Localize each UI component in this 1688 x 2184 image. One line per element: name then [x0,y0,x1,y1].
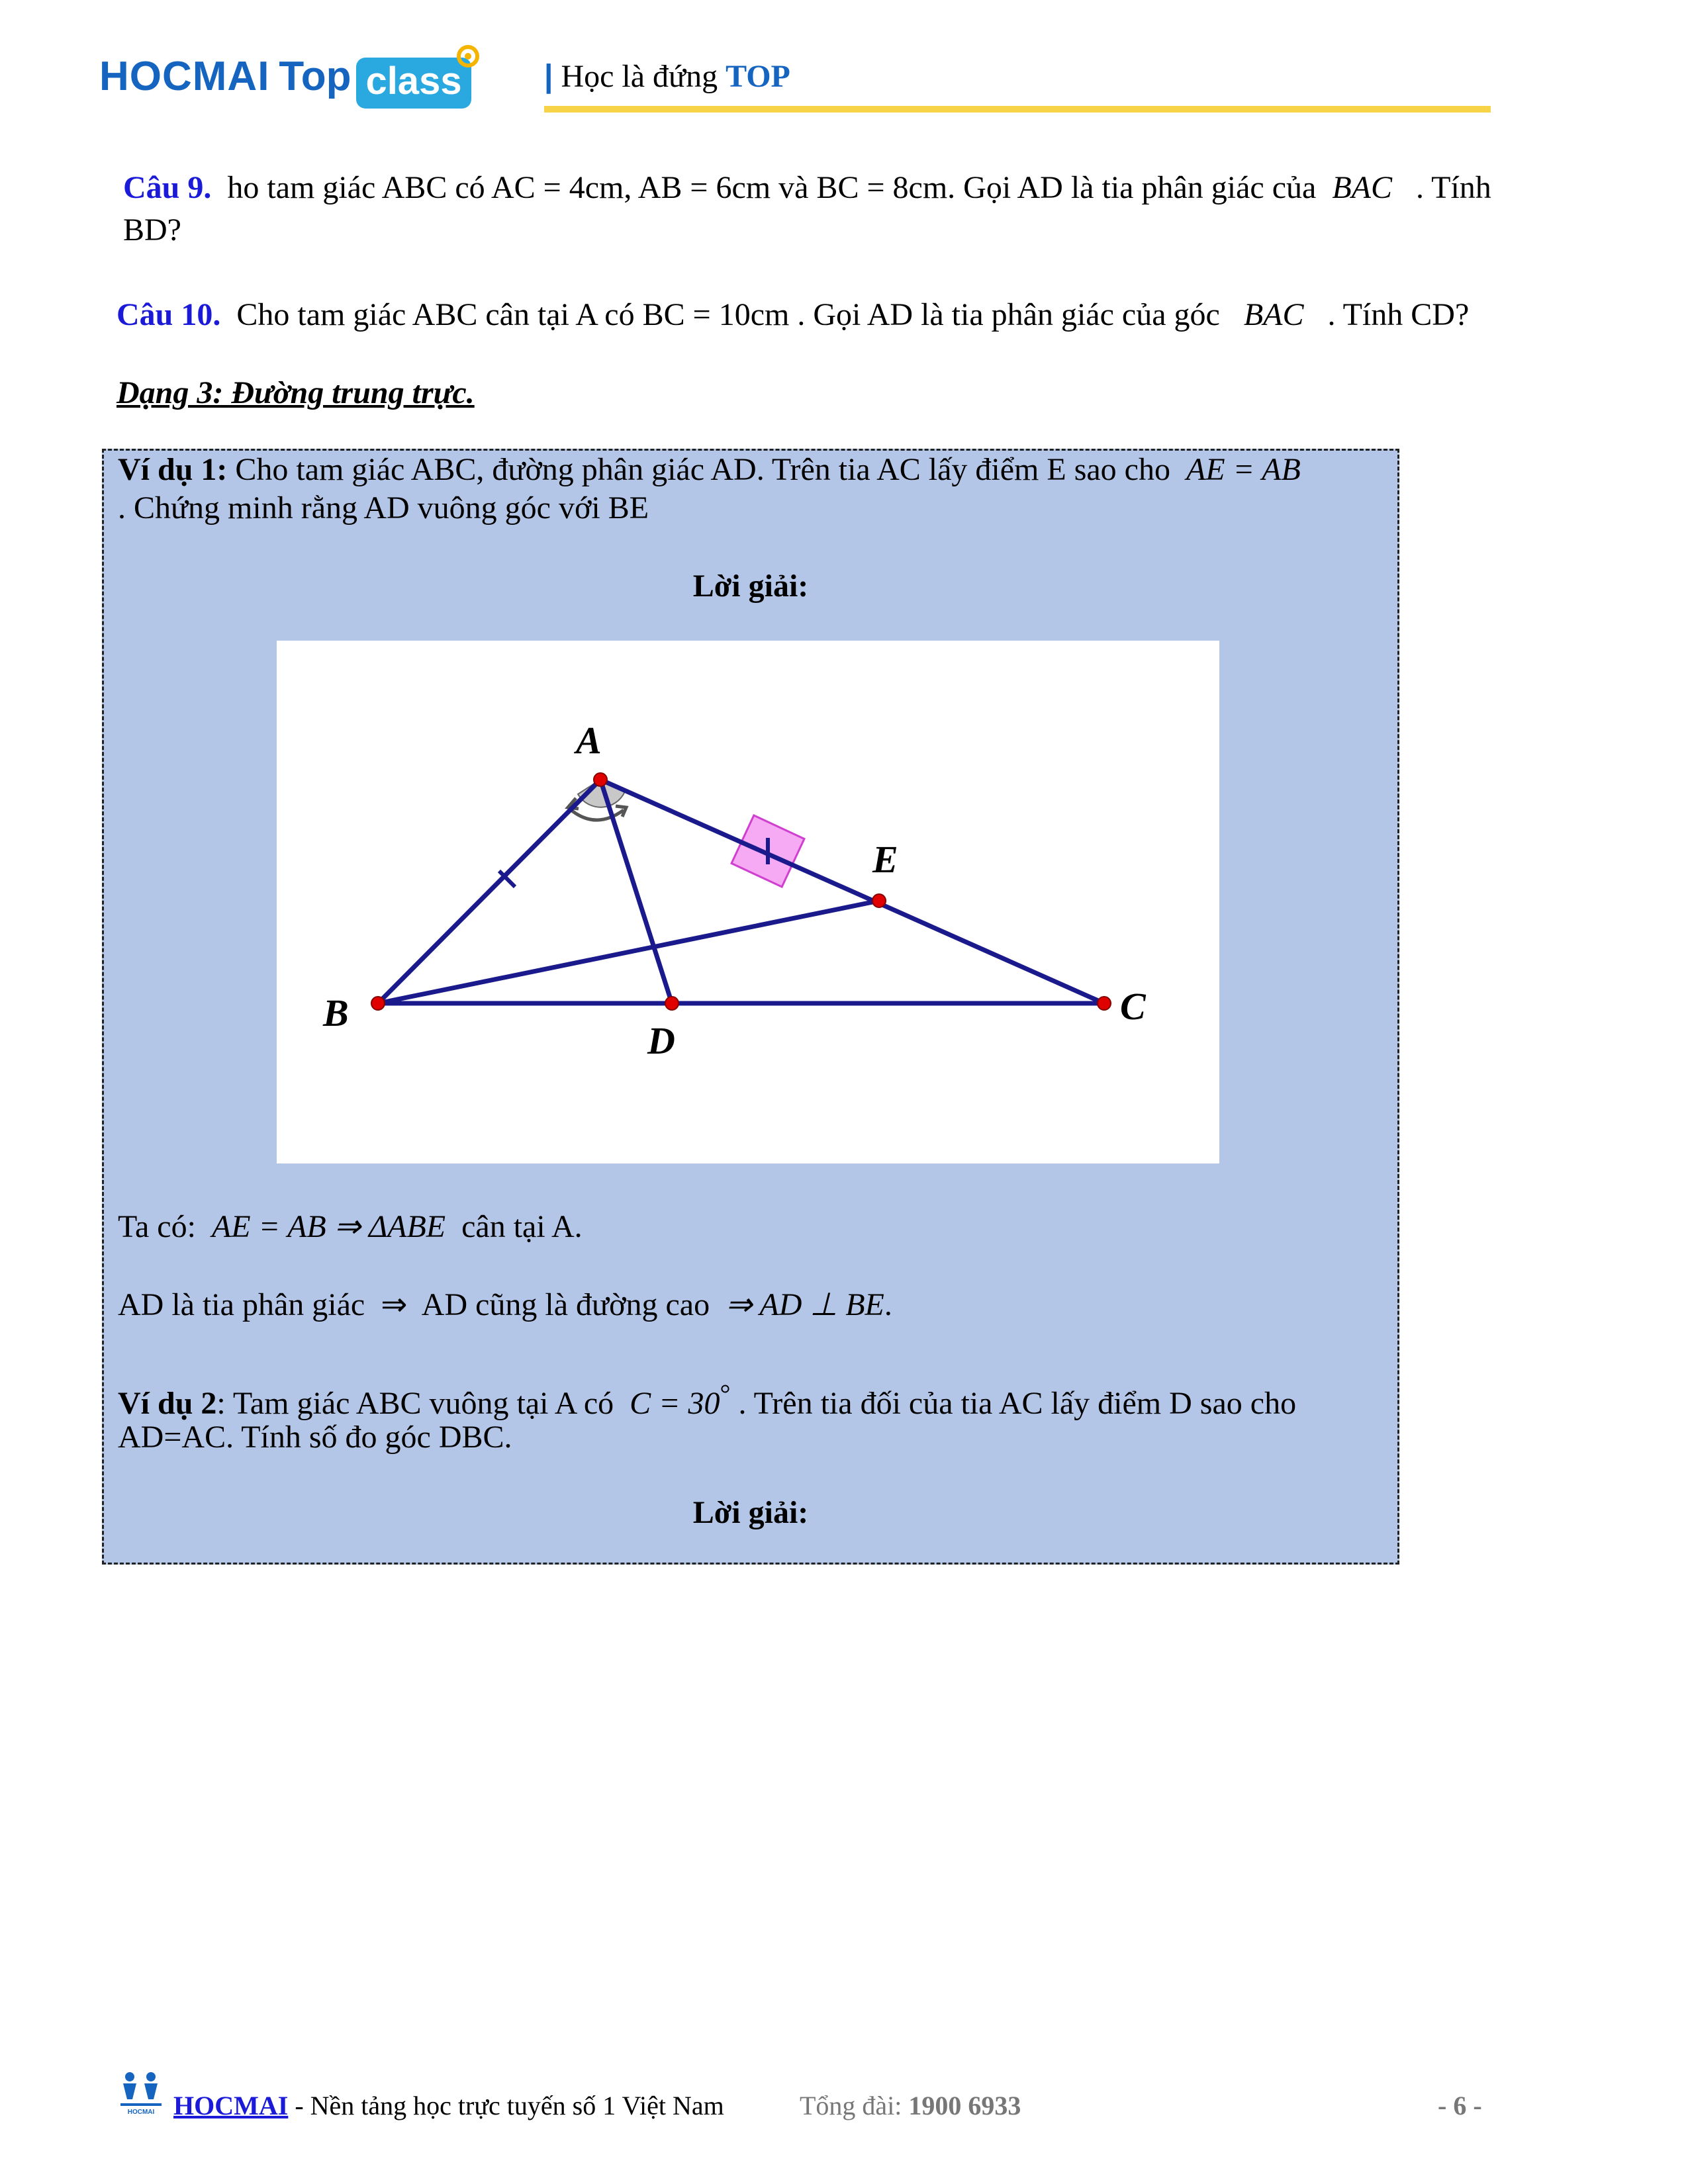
segment-ac [600,780,1104,1003]
point-b [371,997,385,1010]
svg-text:HOCMAI: HOCMAI [127,2109,155,2115]
hocmai-mini-logo [118,2069,164,2115]
label-c: C [1120,985,1146,1028]
example-1-statement: Ví dụ 1: Cho tam giác ABC, đường phân giác AD. Trên tia AC lấy điểm E sao cho AE = AB [118,452,1301,487]
example-2-statement: Ví dụ 2: Tam giác ABC vuông tại A có C = 30° . Trên tia đối của tia AC lấy điểm D sao cho [118,1379,1297,1421]
section-title: Dạng 3: Đường trung trực. [117,375,475,410]
segment-ad [600,780,672,1003]
label-e: E [872,838,898,881]
segment-be [378,901,879,1003]
hocmai-topclass-logo: HOCMAI Top class [99,53,471,105]
question-10: Câu 10. Cho tam giác ABC cân tại A có BC = 10cm . Gọi AD là tia phân giác của góc BAC . Tính CD? [117,297,1470,332]
footer-hotline: Tổng đài: 1900 6933 [800,2091,1021,2120]
footer-brand-link[interactable]: HOCMAI [173,2091,289,2120]
header-divider [544,106,1491,113]
label-d: D [647,1019,675,1062]
solution-line-1: Ta có: AE = AB ⇒ ΔABE cân tại A. [118,1209,583,1244]
point-e [872,894,886,907]
example-2-solution-heading: Lời giải: [692,1495,809,1530]
segment-ab [378,780,600,1003]
sun-icon [457,45,479,68]
label-a: A [576,719,602,762]
footer-brand-line: HOCMAI - Nền tảng học trực tuyến số 1 Việt Nam [173,2091,724,2120]
label-b: B [323,991,349,1034]
point-a [594,773,607,786]
point-c [1098,997,1111,1010]
example-1-statement-line2: . Chứng minh rằng AD vuông góc với BE [118,490,649,525]
solution-line-2: AD là tia phân giác ⇒ AD cũng là đường cao ⇒ AD ⊥ BE. [118,1287,892,1322]
triangle-figure-svg [277,641,1219,1163]
people-icon [118,2069,164,2115]
point-d [665,997,679,1010]
question-9-line2: BD? [123,212,181,248]
question-9: Câu 9. ho tam giác ABC có AC = 4cm, AB = 6cm và BC = 8cm. Gọi AD là tia phân giác của BAC . Tính [123,170,1491,205]
page-number: - 6 - [1438,2091,1482,2120]
example-2-statement-line2: AD=AC. Tính số đo góc DBC. [118,1420,512,1455]
example-1-solution-heading: Lời giải: [692,569,809,604]
equal-segment-marker [731,815,804,887]
header-slogan: | Học là đứng TOP [544,59,790,94]
triangle-figure [277,641,1219,1163]
